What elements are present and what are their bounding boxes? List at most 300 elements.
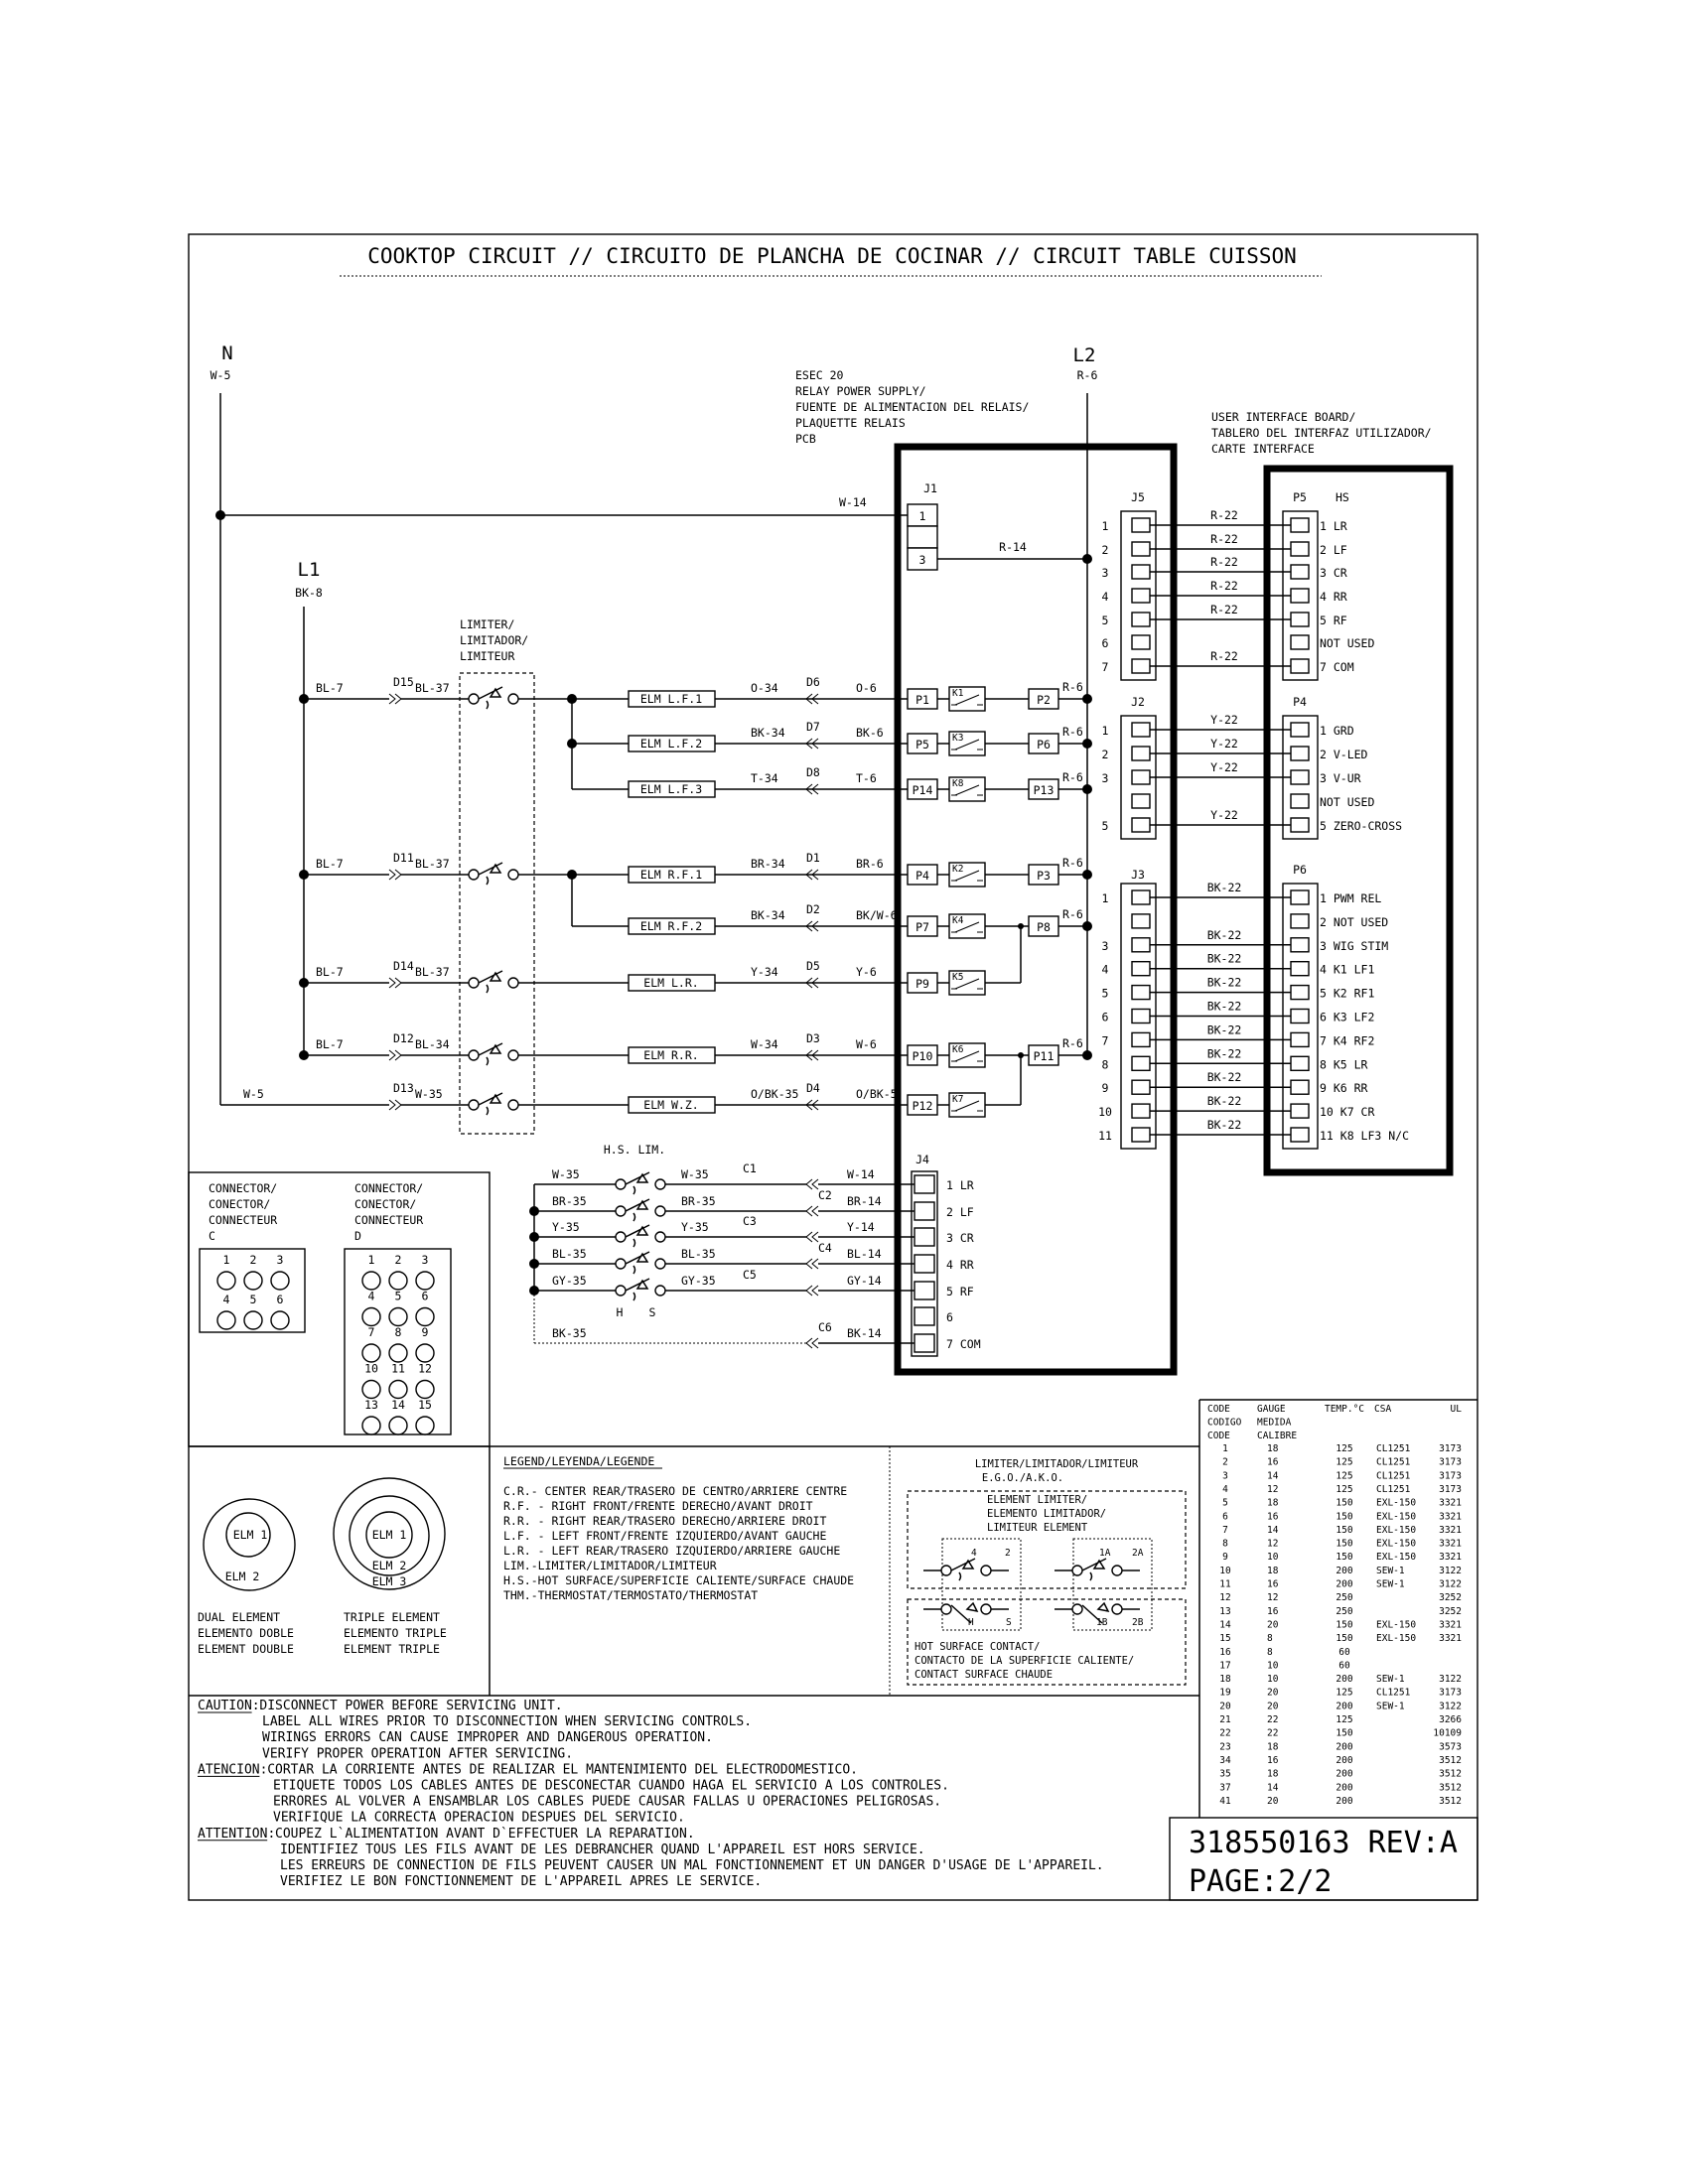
pin-label: P11 <box>1033 1049 1055 1063</box>
terminal-label: D3 <box>806 1031 820 1045</box>
wire-label: BK-22 <box>1206 1070 1242 1085</box>
table-cell: 3321 <box>1439 1524 1462 1536</box>
connector-label: J2 <box>1131 695 1145 709</box>
caption: DUAL ELEMENT <box>198 1610 281 1624</box>
pin-label: 3 CR <box>1320 566 1347 580</box>
pin-circle <box>362 1381 380 1399</box>
hot-surface-switch-icon-terminal <box>655 1259 665 1269</box>
pin-label: 2 V-LED <box>1320 748 1368 761</box>
table-header: CSA <box>1374 1404 1392 1415</box>
connector-pin <box>1291 1128 1309 1142</box>
wire-label: BK-22 <box>1206 1094 1242 1109</box>
wire-label: BL-14 <box>847 1247 882 1261</box>
caution-text: DISCONNECT POWER BEFORE SERVICING UNIT. <box>259 1699 563 1713</box>
table-cell: 8 <box>1267 1646 1273 1658</box>
connector-pin <box>1132 635 1150 649</box>
pin-number: 2 <box>249 1253 257 1267</box>
table-cell: 3512 <box>1439 1782 1462 1794</box>
pin-number: 5 <box>1101 819 1109 833</box>
table-cell: 18 <box>1267 1497 1279 1509</box>
limiter-switch-icon-terminal <box>508 1050 518 1060</box>
limiter-label: LIMITEUR <box>460 649 515 663</box>
pin-number: 7 <box>367 1325 375 1339</box>
table-cell: 125 <box>1336 1687 1353 1699</box>
limiter-label: LIMITER/ <box>460 617 515 631</box>
terminal-label: D7 <box>806 720 820 734</box>
table-cell: 17 <box>1219 1660 1231 1672</box>
pin-label: 1B <box>1096 1617 1108 1628</box>
caution-text: ERRORES AL VOLVER A ENSAMBLAR LOS CABLES PUEDE CAUSAR FALLAS U OPERACIONES PELIGROSAS. <box>273 1794 942 1810</box>
table-cell: 3122 <box>1439 1565 1462 1576</box>
pin-circle <box>244 1311 262 1329</box>
connector-pin <box>1291 1032 1309 1046</box>
table-cell: 13 <box>1219 1605 1231 1617</box>
table-cell: 200 <box>1336 1565 1353 1576</box>
pin-label: 6 <box>946 1310 953 1324</box>
limiter-switch-icon-terminal <box>469 1050 479 1060</box>
relay-label: K8 <box>952 778 964 789</box>
pin-number: 6 <box>276 1293 284 1306</box>
connector-label: P5 <box>1293 490 1307 504</box>
ui-board-label: USER INTERFACE BOARD/ <box>1211 410 1356 424</box>
limiter-switch-icon <box>479 971 502 993</box>
limiter-switch-icon-terminal <box>469 978 479 988</box>
table-cell: 18 <box>1267 1741 1279 1753</box>
caution-label: ATENCION: <box>198 1762 268 1778</box>
limiter-legend-text: CONTACT SURFACE CHAUDE <box>914 1669 1054 1681</box>
connector-pin <box>1132 962 1150 976</box>
page-number: PAGE:2/2 <box>1189 1864 1333 1899</box>
table-cell: 35 <box>1219 1768 1231 1780</box>
limiter-legend-text: ELEMENT LIMITER/ <box>987 1494 1088 1506</box>
limiter-box <box>460 673 534 1134</box>
terminal-label: C6 <box>818 1320 832 1334</box>
limiter-switch-icon-terminal <box>1112 1566 1122 1575</box>
pin-label: 4 RR <box>946 1258 974 1272</box>
wire-label: BL-35 <box>681 1247 716 1261</box>
caution-text: LABEL ALL WIRES PRIOR TO DISCONNECTION WHEN SERVICING CONTROLS. <box>262 1714 753 1730</box>
junction-dot <box>1082 870 1092 880</box>
legend-line: R.R. - RIGHT REAR/TRASERO DERECHO/ARRIERE DROIT <box>503 1514 827 1528</box>
pin-number: 4 <box>1101 590 1109 604</box>
hot-surface-switch-icon <box>626 1279 649 1300</box>
pin-circle <box>217 1311 235 1329</box>
caution-text: CORTAR LA CORRIENTE ANTES DE REALIZAR EL MANTENIMIENTO DEL ELECTRODOMESTICO. <box>267 1762 859 1778</box>
element-label: ELM 2 <box>371 1559 407 1572</box>
connector-pin <box>1132 613 1150 626</box>
wire-label: W-6 <box>856 1037 877 1051</box>
wire-label: W-14 <box>839 495 867 509</box>
pin-label: 2A <box>1132 1548 1144 1559</box>
table-cell: EXL-150 <box>1376 1497 1417 1509</box>
wire-label: R-6 <box>1062 856 1083 870</box>
connector-pin <box>1291 1010 1309 1024</box>
junction-dot <box>299 1050 309 1060</box>
pin-circle <box>416 1308 434 1326</box>
connector-pin <box>1132 794 1150 808</box>
connector-pin <box>1132 747 1150 760</box>
pin-number: 10 <box>1098 1105 1112 1120</box>
limiter-switch-icon-terminal <box>1072 1566 1082 1575</box>
connector-pin <box>1291 1080 1309 1094</box>
pin-label: 7 COM <box>946 1337 981 1351</box>
connector-terminal-icon <box>389 694 401 704</box>
wire-label: BL-37 <box>415 857 450 871</box>
limiter-legend-text: LIMITEUR ELEMENT <box>987 1522 1088 1534</box>
pin-circle <box>271 1311 289 1329</box>
terminal-label: C2 <box>818 1188 832 1202</box>
limiter-switch-icon <box>479 863 502 885</box>
table-cell: 10 <box>1267 1552 1279 1564</box>
terminal-label: D13 <box>393 1081 414 1095</box>
pin-label: 1 PWM REL <box>1320 891 1382 905</box>
caution-label: CAUTION: <box>198 1699 260 1713</box>
table-cell: 23 <box>1219 1741 1231 1753</box>
limiter-switch-icon-terminal <box>981 1566 991 1575</box>
table-header: CODIGO <box>1207 1417 1242 1429</box>
element-label: ELM R.F.2 <box>639 919 703 933</box>
pin-label: P4 <box>915 869 929 883</box>
caption: ELEMENTO DOBLE <box>198 1626 294 1640</box>
pin-number: 5 <box>1101 986 1109 1001</box>
terminal-label: D6 <box>806 675 820 689</box>
table-cell: EXL-150 <box>1376 1619 1417 1631</box>
caution-text: WIRINGS ERRORS CAN CAUSE IMPROPER AND DANGEROUS OPERATION. <box>262 1730 713 1746</box>
wire-label: BK-22 <box>1206 951 1242 966</box>
limiter-legend-title: E.G.O./A.K.O. <box>981 1472 1064 1484</box>
wire-label: Y-34 <box>751 965 778 979</box>
table-cell: 3512 <box>1439 1754 1462 1766</box>
table-header: GAUGE <box>1257 1404 1286 1415</box>
connector-label: P4 <box>1293 695 1307 709</box>
wire-label: R-22 <box>1210 579 1238 593</box>
wire-label: BK/W-6 <box>856 908 898 922</box>
wire-label: Y-35 <box>681 1220 709 1234</box>
junction-dot <box>1082 921 1092 931</box>
table-cell: 60 <box>1338 1646 1350 1658</box>
legend-line: LIM.-LIMITER/LIMITADOR/LIMITEUR <box>503 1559 717 1572</box>
hot-surface-switch-icon <box>626 1225 649 1247</box>
hot-surface-switch-icon-terminal <box>655 1232 665 1242</box>
j1-label: J1 <box>923 481 937 495</box>
wire-label: Y-6 <box>856 965 877 979</box>
j4-pin <box>914 1307 934 1325</box>
terminal-label: C3 <box>743 1214 757 1228</box>
pcb-label: ESEC 20 <box>795 368 844 382</box>
table-cell: SEW-1 <box>1376 1674 1405 1686</box>
relay-label: K3 <box>952 733 964 744</box>
connector-c-label: CONECTOR/ <box>209 1197 271 1211</box>
table-cell: 7 <box>1222 1524 1228 1536</box>
wire-label: BL-34 <box>415 1037 450 1051</box>
pin-number: 3 <box>1101 771 1109 785</box>
table-header: CALIBRE <box>1257 1431 1298 1441</box>
limiter-legend-text: HOT SURFACE CONTACT/ <box>914 1641 1041 1653</box>
pin-label: P5 <box>915 738 929 751</box>
pin-number: 9 <box>1101 1081 1109 1096</box>
wire-label: W-5 <box>243 1087 264 1101</box>
legend-line: L.R. - LEFT REAR/TRASERO IZQUIERDO/ARRIERE GAUCHE <box>503 1544 841 1558</box>
wire-label: BL-7 <box>316 681 344 695</box>
pin-label: 1A <box>1099 1548 1111 1559</box>
table-cell: 20 <box>1267 1619 1279 1631</box>
wire-label: GY-14 <box>847 1274 882 1288</box>
connector-pin <box>1132 542 1150 556</box>
legend-line: R.F. - RIGHT FRONT/FRENTE DERECHO/AVANT DROIT <box>503 1499 813 1513</box>
wire-label: O-34 <box>751 681 778 695</box>
legend-line: THM.-THERMOSTAT/TERMOSTATO/THERMOSTAT <box>503 1588 759 1602</box>
connector-terminal-icon <box>806 1179 818 1189</box>
pin-label: 3 V-UR <box>1320 771 1361 785</box>
table-cell: 150 <box>1336 1619 1353 1631</box>
pin-circle <box>271 1272 289 1290</box>
terminal-label: D1 <box>806 851 820 865</box>
table-cell: SEW-1 <box>1376 1578 1405 1590</box>
caption: ELEMENTO TRIPLE <box>344 1626 447 1640</box>
pin-circle <box>362 1272 380 1290</box>
pin-label: 2 NOT USED <box>1320 914 1389 929</box>
table-cell: 12 <box>1267 1483 1279 1495</box>
pcb-label: FUENTE DE ALIMENTACION DEL RELAIS/ <box>795 400 1030 414</box>
table-cell: 22 <box>1267 1727 1279 1739</box>
table-cell: 15 <box>1219 1633 1231 1645</box>
wire-label: BK-22 <box>1206 881 1242 894</box>
connector-pin <box>1291 518 1309 532</box>
j4-label: J4 <box>915 1153 929 1166</box>
pin-number: 10 <box>364 1361 378 1376</box>
ui-board-label: CARTE INTERFACE <box>1211 442 1315 456</box>
limiter-legend-text: ELEMENTO LIMITADOR/ <box>987 1508 1107 1520</box>
wire-label: R-14 <box>999 540 1027 554</box>
connector-pin <box>1291 1104 1309 1118</box>
connector-d-label: CONNECTOR/ <box>354 1181 424 1195</box>
caution-text: IDENTIFIEZ TOUS LES FILS AVANT DE LES DEBRANCHER QUAND L'APPAREIL EST HORS SERVICE. <box>280 1842 925 1857</box>
connector-pin <box>1291 565 1309 579</box>
pin-number: 1 <box>1101 891 1109 905</box>
pin-label: P7 <box>915 920 929 934</box>
connector-pin <box>1291 1056 1309 1070</box>
wire-label: R-6 <box>1062 907 1083 921</box>
junction-dot <box>1082 739 1092 749</box>
table-cell: 21 <box>1219 1714 1231 1725</box>
pin-label: 7 K4 RF2 <box>1320 1033 1375 1048</box>
table-cell: 14 <box>1267 1470 1279 1482</box>
table-cell: 18 <box>1267 1443 1279 1454</box>
table-cell: 16 <box>1267 1605 1279 1617</box>
wire-label: O/BK-5 <box>856 1087 898 1101</box>
junction-dot <box>1082 784 1092 794</box>
connector-terminal-icon <box>806 1338 818 1348</box>
table-cell: 3321 <box>1439 1511 1462 1523</box>
table-cell: 150 <box>1336 1538 1353 1550</box>
terminal-label: D15 <box>393 675 414 689</box>
connector-terminal-icon <box>806 1206 818 1216</box>
pin-label: 2 LF <box>1320 543 1347 557</box>
hot-surface-switch-icon-terminal <box>655 1286 665 1296</box>
wire-label: R-6 <box>1062 725 1083 739</box>
switch-label: S <box>648 1305 656 1319</box>
table-cell: 20 <box>1267 1795 1279 1807</box>
element-label: ELM W.Z. <box>643 1098 699 1112</box>
caption: ELEMENT TRIPLE <box>344 1642 440 1656</box>
connector-terminal-icon <box>806 1259 818 1269</box>
pin-number: 11 <box>391 1361 405 1376</box>
connector-pin <box>1291 723 1309 737</box>
table-cell: 20 <box>1219 1701 1231 1712</box>
pin-number: 4 <box>1101 962 1109 977</box>
connector-pin <box>1132 589 1150 603</box>
pin-label: 2 <box>1005 1548 1011 1559</box>
pin-label: P10 <box>912 1049 933 1063</box>
pin-label: 3 CR <box>946 1231 974 1245</box>
table-header: MEDIDA <box>1257 1417 1292 1429</box>
table-cell: 125 <box>1336 1443 1353 1454</box>
table-cell: 8 <box>1267 1633 1273 1645</box>
wire-label: Y-22 <box>1210 808 1238 822</box>
pin-label: NOT USED <box>1320 795 1375 809</box>
table-cell: 3173 <box>1439 1470 1462 1482</box>
element-label: ELM R.F.1 <box>639 868 703 882</box>
connector-d-label: CONNECTEUR <box>354 1213 424 1227</box>
pin-label: 5 ZERO-CROSS <box>1320 819 1403 833</box>
wire-label: R-22 <box>1210 649 1238 663</box>
l2-label: L2 <box>1072 344 1096 366</box>
wire-label: BK-22 <box>1206 927 1242 942</box>
table-cell: 20 <box>1267 1687 1279 1699</box>
j1-pin <box>908 526 937 548</box>
table-cell: 3321 <box>1439 1497 1462 1509</box>
l1-label: L1 <box>297 559 321 581</box>
table-cell: 10 <box>1219 1565 1231 1576</box>
element-label: ELM 1 <box>232 1528 268 1542</box>
table-cell: 9 <box>1222 1552 1228 1564</box>
table-cell: 3573 <box>1439 1741 1462 1753</box>
pin-label: P12 <box>912 1099 933 1113</box>
junction-dot <box>299 978 309 988</box>
pin-number: 5 <box>249 1293 257 1306</box>
caution-text: VERIFIQUE LA CORRECTA OPERACION DESPUES DEL SERVICIO. <box>273 1810 685 1826</box>
junction-dot <box>567 694 577 704</box>
wire-label: GY-35 <box>681 1274 716 1288</box>
pin-number: 1 <box>1101 724 1109 738</box>
table-cell: 3122 <box>1439 1701 1462 1712</box>
table-cell: 3321 <box>1439 1538 1462 1550</box>
limiter-switch-icon-terminal <box>469 694 479 704</box>
pin-label: 4 RR <box>1320 590 1347 604</box>
j4-pin <box>914 1255 934 1273</box>
junction-dot <box>567 870 577 880</box>
caution-text: VERIFY PROPER OPERATION AFTER SERVICING. <box>262 1746 574 1762</box>
junction-dot <box>1018 923 1024 929</box>
connector-d-label: CONECTOR/ <box>354 1197 417 1211</box>
table-cell: 18 <box>1219 1674 1231 1686</box>
pin-number: 15 <box>418 1398 432 1412</box>
pin-number: 8 <box>394 1325 402 1339</box>
wire-label: W-35 <box>552 1167 580 1181</box>
part-number: 318550163 REV:A <box>1189 1826 1458 1860</box>
table-cell: SEW-1 <box>1376 1565 1405 1576</box>
limiter-switch-icon-terminal <box>508 694 518 704</box>
relay-label: K7 <box>952 1094 964 1105</box>
element-label: ELM L.F.2 <box>639 737 703 751</box>
connector-pin <box>1291 890 1309 904</box>
pcb-label: RELAY POWER SUPPLY/ <box>795 384 926 398</box>
table-cell: 125 <box>1336 1714 1353 1725</box>
pin-number: 14 <box>391 1398 405 1412</box>
table-cell: 12 <box>1267 1538 1279 1550</box>
table-cell: 3321 <box>1439 1552 1462 1564</box>
connector-pin <box>1132 890 1150 904</box>
pin-circle <box>362 1308 380 1326</box>
table-cell: 2 <box>1222 1456 1228 1468</box>
pin-label: 6 K3 LF2 <box>1320 1010 1375 1024</box>
caption: ELEMENT DOUBLE <box>198 1642 294 1656</box>
wire-label: BK-34 <box>751 908 785 922</box>
j4-pin <box>914 1334 934 1352</box>
connector-pin <box>1132 1056 1150 1070</box>
table-cell: 14 <box>1219 1619 1231 1631</box>
connector-pin <box>1132 1080 1150 1094</box>
table-cell: 20 <box>1267 1701 1279 1712</box>
terminal-label: D5 <box>806 959 820 973</box>
wire-label: R-22 <box>1210 508 1238 522</box>
pin-number: 6 <box>1101 636 1109 650</box>
limiter-switch-icon <box>479 687 502 709</box>
table-cell: EXL-150 <box>1376 1511 1417 1523</box>
table-cell: 200 <box>1336 1674 1353 1686</box>
junction-dot <box>1018 1052 1024 1058</box>
pin-circle <box>244 1272 262 1290</box>
table-cell: 11 <box>1219 1578 1231 1590</box>
limiter-switch-icon-terminal <box>508 978 518 988</box>
connector-label: J3 <box>1131 868 1145 882</box>
connector-pin <box>1291 542 1309 556</box>
wire-label: W-34 <box>751 1037 778 1051</box>
table-cell: 12 <box>1267 1592 1279 1604</box>
pin-label: 9 K6 RR <box>1320 1081 1368 1096</box>
limiter-switch-icon-terminal <box>941 1566 951 1575</box>
connector-pin <box>1132 565 1150 579</box>
pin-label: 1 GRD <box>1320 724 1354 738</box>
pin-label: 3 WIG STIM <box>1320 938 1389 953</box>
table-cell: 16 <box>1267 1456 1279 1468</box>
table-cell: 22 <box>1267 1714 1279 1725</box>
switch-terminal <box>1112 1604 1122 1614</box>
table-cell: 4 <box>1222 1483 1228 1495</box>
connector-terminal-icon <box>389 1050 401 1060</box>
wire-label: BR-35 <box>681 1194 716 1208</box>
table-cell: 8 <box>1222 1538 1228 1550</box>
pin-label: P14 <box>912 783 933 797</box>
connector-pin <box>1132 1010 1150 1024</box>
wire-label: BK-14 <box>847 1326 882 1340</box>
table-cell: 3252 <box>1439 1605 1462 1617</box>
terminal-label: D4 <box>806 1081 820 1095</box>
junction-dot <box>1082 1050 1092 1060</box>
limiter-switch-icon-terminal <box>469 1100 479 1110</box>
pin-circle <box>416 1381 434 1399</box>
wire-label: BK-22 <box>1206 1046 1242 1061</box>
table-cell: 200 <box>1336 1754 1353 1766</box>
table-cell: 150 <box>1336 1524 1353 1536</box>
hot-surface-switch-icon-terminal <box>616 1232 626 1242</box>
wire-label: Y-22 <box>1210 760 1238 774</box>
hot-surface-switch-icon-terminal <box>616 1179 626 1189</box>
pin-number: 3 <box>1101 938 1109 953</box>
terminal-label: D2 <box>806 902 820 916</box>
table-cell: 16 <box>1267 1578 1279 1590</box>
table-header: CODE <box>1207 1431 1230 1441</box>
